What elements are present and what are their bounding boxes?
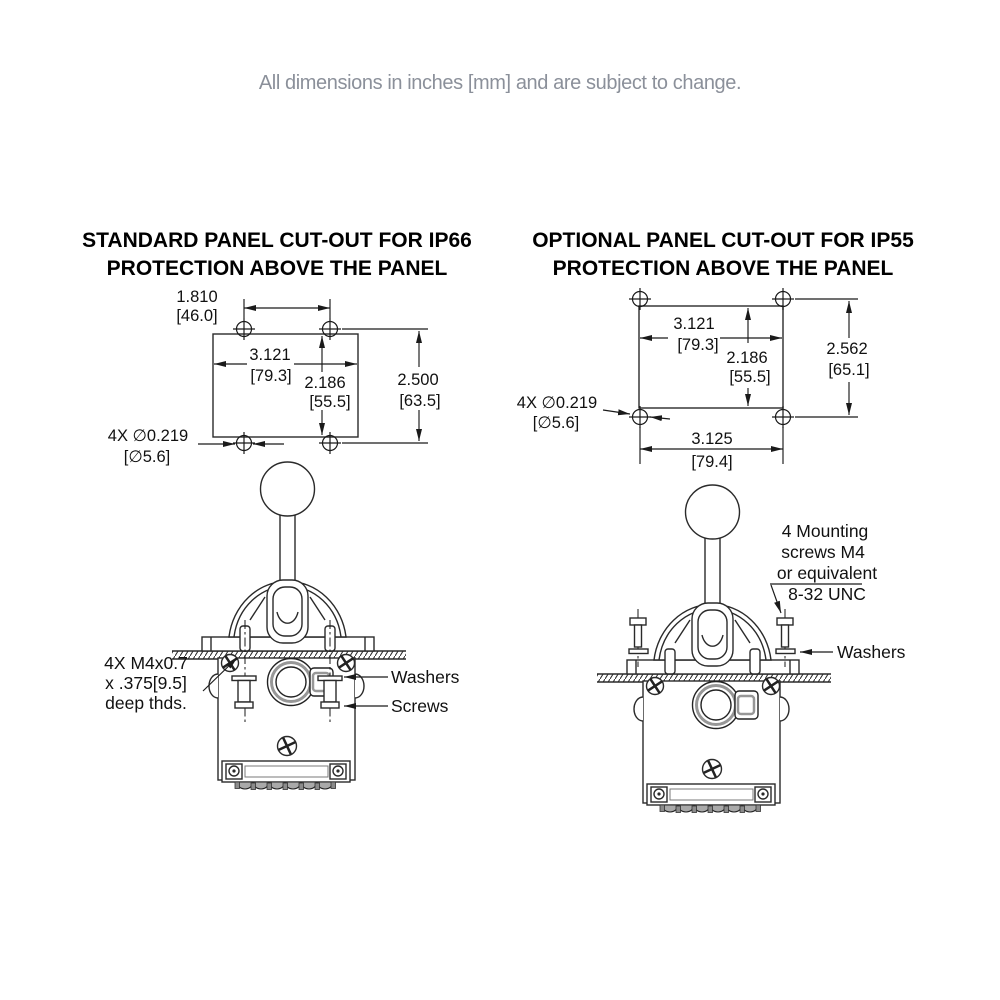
svg-text:2.186: 2.186: [304, 374, 346, 392]
left-cutout-view: [108, 288, 441, 466]
svg-text:[79.3]: [79.3]: [677, 336, 719, 354]
thread-label-line3: deep thds.: [105, 693, 187, 713]
svg-text:[63.5]: [63.5]: [399, 392, 441, 410]
svg-text:3.125: 3.125: [691, 430, 733, 448]
svg-text:2.500: 2.500: [397, 371, 439, 389]
washers-label: Washers: [391, 667, 460, 687]
right-dim-hole-pitch-h: [640, 427, 783, 471]
thread-label-line1: 4X M4x0.7: [104, 653, 188, 673]
left-dim-height: [304, 336, 350, 435]
right-cutout-view: [517, 288, 870, 471]
left-dim-hole-pitch-v: [342, 329, 441, 443]
mounting-label-line4: 8-32 UNC: [788, 584, 866, 604]
dimension-note: All dimensions in inches [mm] and are subject to change.: [258, 72, 742, 94]
mounting-label-line3: or equivalent: [776, 563, 878, 583]
svg-text:3.121: 3.121: [249, 346, 291, 364]
washers-right-label: Washers: [837, 642, 906, 662]
left-dim-hole-pitch-h: [176, 288, 330, 325]
svg-text:[79.4]: [79.4]: [691, 453, 733, 471]
mounting-label-line2: screws M4: [781, 542, 865, 562]
svg-text:2.562: 2.562: [826, 340, 868, 358]
mounting-leader-line: [771, 585, 781, 613]
left-dim-hole-dia: [108, 427, 284, 466]
svg-text:[∅5.6]: [∅5.6]: [123, 448, 171, 466]
joystick-left: [172, 462, 406, 790]
svg-text:2.186: 2.186: [726, 349, 768, 367]
svg-text:4X ∅0.219: 4X ∅0.219: [516, 394, 598, 412]
thread-label-line2: x .375[9.5]: [105, 673, 187, 693]
svg-text:[46.0]: [46.0]: [176, 307, 218, 325]
right-dim-hole-pitch-v: [795, 299, 870, 417]
left-view-title-line1: STANDARD PANEL CUT-OUT FOR IP66: [82, 229, 472, 252]
right-view-title-line2: PROTECTION ABOVE THE PANEL: [552, 256, 894, 280]
screws-label: Screws: [391, 696, 449, 716]
svg-text:[∅5.6]: [∅5.6]: [532, 414, 580, 432]
left-view-title-line2: PROTECTION ABOVE THE PANEL: [106, 256, 448, 280]
svg-text:[79.3]: [79.3]: [250, 367, 292, 385]
svg-text:4X ∅0.219: 4X ∅0.219: [107, 427, 189, 445]
svg-text:1.810: 1.810: [176, 288, 218, 306]
right-dim-height: [726, 308, 770, 406]
right-cutout-holes: [629, 288, 794, 428]
svg-text:3.121: 3.121: [673, 315, 715, 333]
svg-text:[55.5]: [55.5]: [729, 368, 771, 386]
mounting-label-line1: 4 Mounting: [781, 521, 869, 541]
right-view-title-line1: OPTIONAL PANEL CUT-OUT FOR IP55: [532, 229, 914, 252]
svg-text:[55.5]: [55.5]: [309, 393, 351, 411]
svg-text:[65.1]: [65.1]: [828, 361, 870, 379]
